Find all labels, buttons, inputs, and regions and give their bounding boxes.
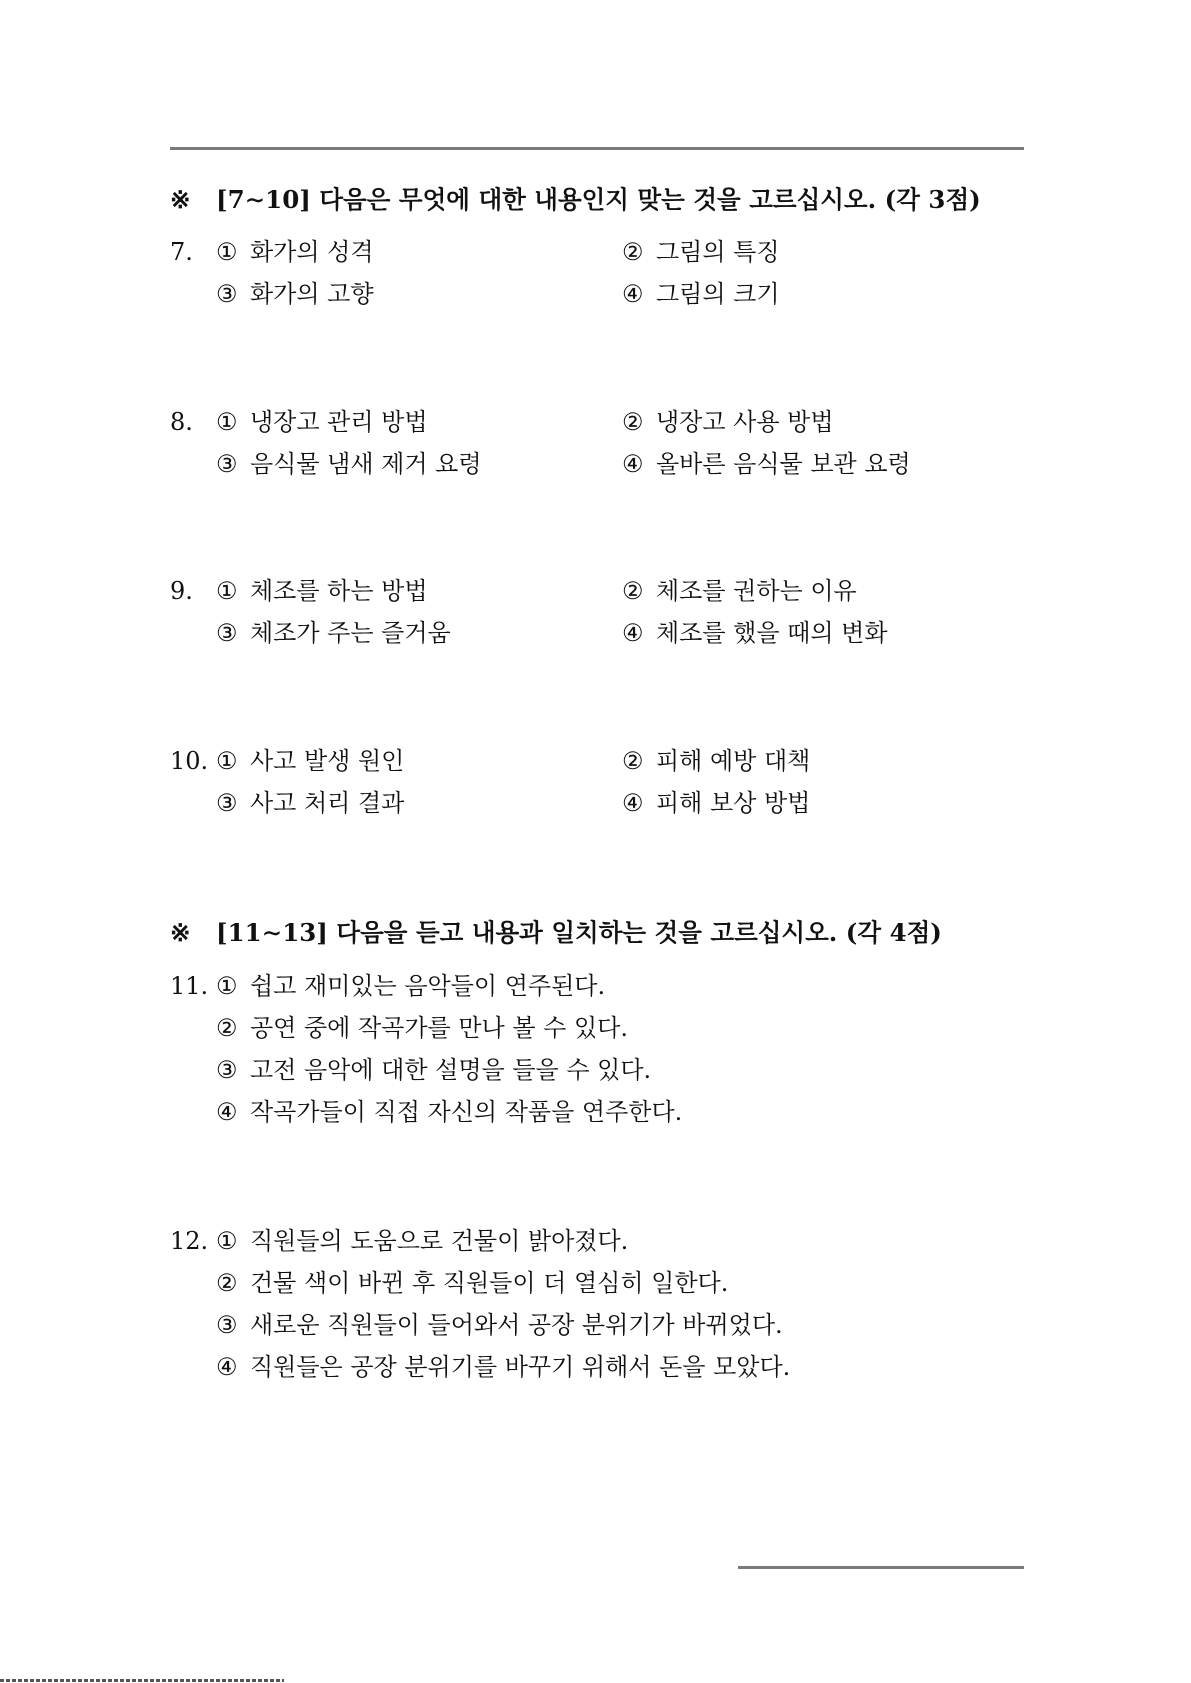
q8-option-2[interactable]	[622, 402, 834, 442]
option-marker: ④	[216, 1353, 238, 1381]
option-text: 공연 중에 작곡가를 만나 볼 수 있다.	[250, 1014, 628, 1042]
question-number-11: 11.	[170, 972, 209, 1000]
option-marker: ③	[216, 789, 238, 817]
option-text: 피해 예방 대책	[656, 747, 811, 775]
option-text: 냉장고 사용 방법	[656, 408, 834, 436]
option-text: 체조가 주는 즐거움	[250, 619, 451, 647]
option-marker: ④	[622, 450, 644, 478]
option-marker: ③	[216, 280, 238, 308]
option-text: 화가의 고향	[250, 280, 374, 308]
option-marker: ④	[216, 1098, 238, 1126]
section-header-11-13	[170, 913, 1030, 953]
option-text: 사고 발생 원인	[250, 747, 405, 775]
reference-mark: ※	[170, 185, 191, 214]
option-text: 고전 음악에 대한 설명을 들을 수 있다.	[250, 1056, 652, 1084]
q12-option-1[interactable]	[216, 1221, 628, 1261]
option-text: 체조를 했을 때의 변화	[656, 619, 888, 647]
option-marker: ④	[622, 619, 644, 647]
question-number-9: 9.	[170, 577, 193, 605]
page-edge-lines	[0, 1679, 284, 1682]
section-instruction: [11∼13] 다음을 듣고 내용과 일치하는 것을 고르십시오. (각 4점)	[216, 918, 942, 947]
option-marker: ①	[216, 408, 238, 436]
option-text: 사고 처리 결과	[250, 789, 405, 817]
option-text: 그림의 크기	[656, 280, 780, 308]
q12-option-2[interactable]	[216, 1263, 728, 1303]
option-text: 쉽고 재미있는 음악들이 연주된다.	[250, 972, 606, 1000]
q12-option-3[interactable]	[216, 1305, 783, 1345]
option-text: 직원들의 도움으로 건물이 밝아졌다.	[250, 1227, 629, 1255]
option-marker: ④	[622, 280, 644, 308]
reference-mark: ※	[170, 918, 191, 947]
option-text: 새로운 직원들이 들어와서 공장 분위기가 바뀌었다.	[250, 1311, 783, 1339]
option-text: 체조를 하는 방법	[250, 577, 428, 605]
option-text: 올바른 음식물 보관 요령	[656, 450, 911, 478]
option-text: 작곡가들이 직접 자신의 작품을 연주한다.	[250, 1098, 683, 1126]
option-text: 음식물 냄새 제거 요령	[250, 450, 482, 478]
option-marker: ①	[216, 972, 238, 1000]
option-marker: ①	[216, 577, 238, 605]
q11-option-4[interactable]	[216, 1092, 682, 1132]
q11-option-2[interactable]	[216, 1008, 628, 1048]
option-marker: ②	[622, 577, 644, 605]
q10-option-1[interactable]	[216, 741, 404, 781]
option-text: 건물 색이 바뀐 후 직원들이 더 열심히 일한다.	[250, 1269, 729, 1297]
option-text: 그림의 특징	[656, 238, 780, 266]
section-instruction: [7∼10] 다음은 무엇에 대한 내용인지 맞는 것을 고르십시오. (각 3점)	[216, 185, 981, 214]
q11-option-1[interactable]	[216, 966, 605, 1006]
option-marker: ①	[216, 238, 238, 266]
option-marker: ④	[622, 789, 644, 817]
option-marker: ③	[216, 450, 238, 478]
q9-option-3[interactable]	[216, 613, 451, 653]
bottom-rule	[738, 1566, 1024, 1569]
option-marker: ②	[622, 408, 644, 436]
q10-option-2[interactable]	[622, 741, 810, 781]
q11-option-3[interactable]	[216, 1050, 651, 1090]
option-marker: ②	[216, 1014, 238, 1042]
q9-option-2[interactable]	[622, 571, 857, 611]
question-number-12: 12.	[170, 1227, 209, 1255]
option-marker: ③	[216, 619, 238, 647]
option-marker: ①	[216, 1227, 238, 1255]
option-marker: ③	[216, 1056, 238, 1084]
q9-option-4[interactable]	[622, 613, 888, 653]
q8-option-1[interactable]	[216, 402, 428, 442]
q8-option-4[interactable]	[622, 444, 911, 484]
q9-option-1[interactable]	[216, 571, 428, 611]
q8-option-3[interactable]	[216, 444, 482, 484]
question-number-7: 7.	[170, 238, 193, 266]
section-header-7-10	[170, 180, 1030, 220]
q10-option-4[interactable]	[622, 783, 810, 823]
option-text: 직원들은 공장 분위기를 바꾸기 위해서 돈을 모았다.	[250, 1353, 791, 1381]
q12-option-4[interactable]	[216, 1347, 790, 1387]
option-text: 화가의 성격	[250, 238, 374, 266]
option-text: 피해 보상 방법	[656, 789, 811, 817]
question-number-8: 8.	[170, 408, 193, 436]
option-marker: ②	[622, 747, 644, 775]
q10-option-3[interactable]	[216, 783, 404, 823]
option-text: 냉장고 관리 방법	[250, 408, 428, 436]
top-rule	[170, 147, 1024, 150]
q7-option-3[interactable]	[216, 274, 374, 314]
option-marker: ③	[216, 1311, 238, 1339]
q7-option-2[interactable]	[622, 232, 780, 272]
option-marker: ①	[216, 747, 238, 775]
q7-option-1[interactable]	[216, 232, 374, 272]
question-number-10: 10.	[170, 747, 209, 775]
option-marker: ②	[622, 238, 644, 266]
q7-option-4[interactable]	[622, 274, 780, 314]
option-marker: ②	[216, 1269, 238, 1297]
option-text: 체조를 권하는 이유	[656, 577, 857, 605]
